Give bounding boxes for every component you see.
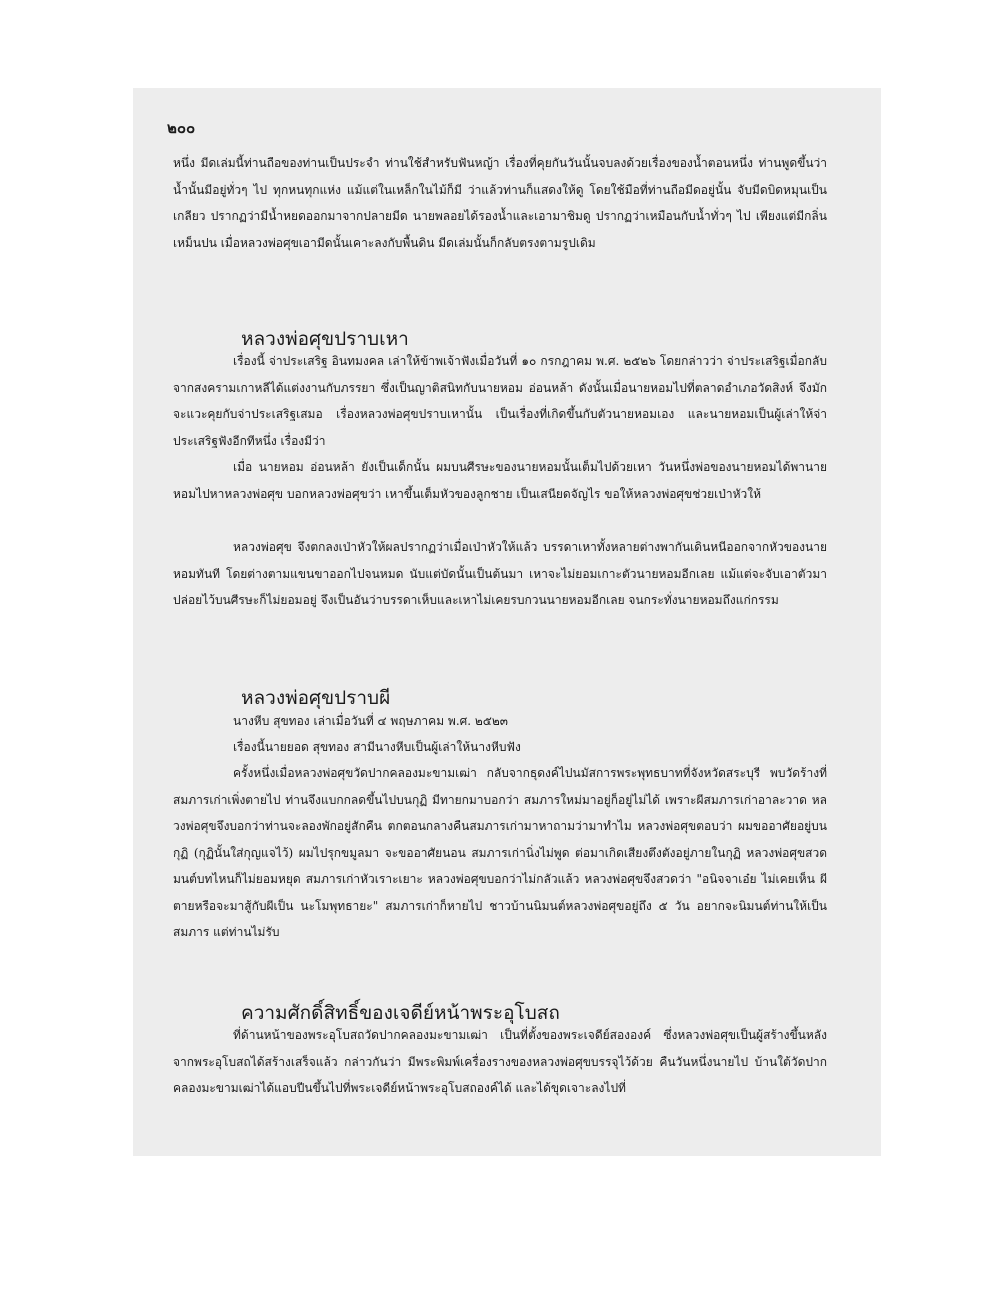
section-chedi-paragraph-1: ที่ด้านหน้าของพระอุโบสถวัดปากคลองมะขามเฒ่า เป็นที่ตั้งของพระเจดีย์สององค์ ซึ่งหลวงพ่อศุขเป็นผู้สร้างขึ้นหลังจากพระอุโบสถได้สร้างเสร็จแล้ว กล่าวกันว่า มีพระพิมพ์เครื่องรางของหลวงพ่อศุขบรรจุไว้ด้วย คืนวันหนึ่งนายไป บ้านใต้วัดปากคลองมะขามเฒ่าได้แอบปีนขึ้นไปที่พระเจดีย์หน้าพระอุโบสถองค์ได้ และได้ขุดเจาะลงไปที่ xyxy=(173,1028,827,1095)
section-heading-chedi: ความศักดิ์สิทธิ์ของเจดีย์หน้าพระอุโบสถ xyxy=(241,1002,560,1024)
section-lice-paragraph-3: หลวงพ่อศุข จึงตกลงเป่าหัวให้ผลปรากฏว่าเมื่อเป่าหัวให้แล้ว บรรดาเหาทั้งหลายต่างพากันเดินหนีออกจากหัวของนายหอมทันที โดยต่างตามแขนขาออกไปจนหมด นับแต่บัดนั้นเป็นต้นมา เหาจะไม่ยอมเกาะตัวนายหอมอีกเลย แม้แต่จะจับเอาตัวมาปล่อยไว้บนศีรษะก็ไม่ยอมอยู่ จึงเป็นอันว่าบรรดาเห็บและเหาไม่เคยรบกวนนายหอมอีกเลย จนกระทั่งนายหอมถึงแก่กรรม xyxy=(173,540,827,607)
page-number: ๒๐๐ xyxy=(167,119,196,137)
document-page xyxy=(133,88,881,1156)
section-lice-paragraph-1: เรื่องนี้ จ่าประเสริฐ อินทมงคล เล่าให้ข้าพเจ้าฟังเมื่อวันที่ ๑๐ กรกฎาคม พ.ศ. ๒๕๒๖ โดยกล่าวว่า จ่าประเสริฐเมื่อกลับจากสงครามเกาหลีได้แต่งงานกับภรรยา ซึ่งเป็นญาติสนิทกับนายหอม อ่อนหล้า ดังนั้นเมื่อนายหอมไปที่ตลาดอำเภอวัดสิงห์ จึงมักจะแวะคุยกับจ่าประเสริฐเสมอ เรื่องหลวงพ่อศุขปราบเหานั้น เป็นเรื่องที่เกิดขึ้นกับตัวนายหอมเอง และนายหอมเป็นผู้เล่าให้จ่าประเสริฐฟังอีกทีหนึ่ง เรื่องมีว่า xyxy=(173,354,827,448)
section-heading-lice: หลวงพ่อศุขปราบเหา xyxy=(241,328,409,350)
section-lice-paragraph-2: เมื่อ นายหอม อ่อนหล้า ยังเป็นเด็กนั้น ผมบนศีรษะของนายหอมนั้นเต็มไปด้วยเหา วันหนึ่งพ่อของนายหอมได้พานายหอมไปหาหลวงพ่อศุข บอกหลวงพ่อศุขว่า เหาขึ้นเต็มหัวของลูกชาย เป็นเสนียดจัญไร ขอให้หลวงพ่อศุขช่วยเป่าหัวให้ xyxy=(173,460,827,501)
section-ghost-byline-2: เรื่องนี้นายยอด สุขทอง สามีนางหีบเป็นผู้เล่าให้นางหีบฟัง xyxy=(233,740,521,754)
section-heading-ghost: หลวงพ่อศุขปราบผี xyxy=(241,687,391,709)
section-ghost-paragraph-1: ครั้งหนึ่งเมื่อหลวงพ่อศุขวัดปากคลองมะขามเฒ่า กลับจากธุดงค์ไปนมัสการพระพุทธบาทที่จังหวัดสระบุรี พบวัดร้างที่สมภารเก่าเพิ่งตายไป ท่านจึงแบกกลดขึ้นไปบนกุฏิ มีทายกมาบอกว่า สมภารใหม่มาอยู่ก็อยู่ไม่ได้ เพราะผีสมภารเก่าอาละวาด หลวงพ่อศุขจึงบอกว่าท่านจะลองพักอยู่สักคืน ตกตอนกลางคืนสมภารเก่ามาหาถามว่ามาทำไม หลวงพ่อศุขตอบว่า ผมขออาศัยอยู่บนกุฏิ (กุฏินั้นใส่กุญแจไว้) ผมไปรุกขมูลมา จะขออาศัยนอน สมภารเก่านิ่งไม่พูด ต่อมาเกิดเสียงตึงตังอยู่ภายในกุฏิ หลวงพ่อศุขสวดมนต์บทไหนก็ไม่ยอมหยุด สมภารเก่าหัวเราะเยาะ หลวงพ่อศุขบอกว่าไม่กลัวแล้ว หลวงพ่อศุขจึงสวดว่า "อนิจจาเอ๋ย ไม่เคยเห็น ผีตายหรือจะมาสู้กับผีเป็น นะโมพุทธายะ" สมภารเก่าก็หายไป ชาวบ้านนิมนต์หลวงพ่อศุขอยู่ถึง ๕ วัน อยากจะนิมนต์ท่านให้เป็นสมภาร แต่ท่านไม่รับ xyxy=(173,766,827,939)
section-ghost-byline-1: นางหีบ สุขทอง เล่าเมื่อวันที่ ๔ พฤษภาคม พ.ศ. ๒๕๒๓ xyxy=(233,714,508,728)
intro-paragraph: หนึ่ง มีดเล่มนี้ท่านถือของท่านเป็นประจำ ท่านใช้สำหรับฟันหญ้า เรื่องที่คุยกันวันนั้นจบลงด้วยเรื่องของน้ำตอนหนึ่ง ท่านพูดขึ้นว่า น้ำนั้นมีอยู่ทั่วๆ ไป ทุกหนทุกแห่ง แม้แต่ในเหล็กในไม้ก็มี ว่าแล้วท่านก็แสดงให้ดู โดยใช้มือที่ท่านถือมีดอยู่นั้น จับมีดบิดหมุนเป็นเกลียว ปรากฏว่ามีน้ำหยดออกมาจากปลายมีด นายพลอยได้รองน้ำและเอามาชิมดู ปรากฏว่าเหมือนกับน้ำทั่วๆ ไป เพียงแต่มีกลิ่นเหม็นปน เมื่อหลวงพ่อศุขเอามีดนั้นเคาะลงกับพื้นดิน มีดเล่มนั้นก็กลับตรงตามรูปเดิม xyxy=(173,156,827,250)
